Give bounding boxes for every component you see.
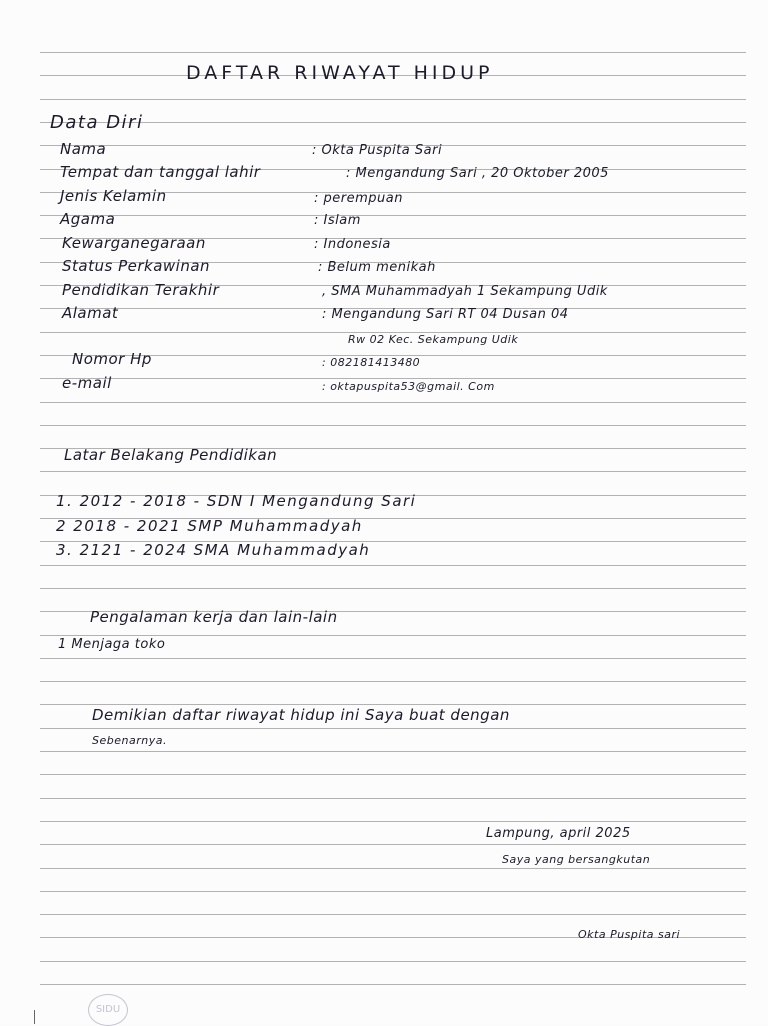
- ruled-line: [40, 122, 746, 123]
- ruled-line: [40, 215, 746, 216]
- field-label-religion: Agama: [60, 210, 116, 228]
- ruled-line: [40, 635, 746, 636]
- ruled-line: [40, 844, 746, 845]
- field-value-marital: : Belum menikah: [318, 260, 436, 275]
- education-item-2: 2 2018 - 2021 SMP Muhammadyah: [56, 517, 363, 535]
- ruled-line: [40, 914, 746, 915]
- field-label-education: Pendidikan Terakhir: [62, 281, 220, 299]
- ruled-line: [40, 588, 746, 589]
- page-edge-mark: [34, 1010, 35, 1024]
- ruled-line: [40, 52, 746, 53]
- field-label-birth: Tempat dan tanggal lahir: [60, 163, 261, 181]
- ruled-line: [40, 99, 746, 100]
- field-value-address-line2: Rw 02 Kec. Sekampung Udik: [348, 333, 519, 346]
- field-value-gender: : perempuan: [314, 191, 403, 206]
- document-title: DAFTAR RIWAYAT HIDUP: [186, 62, 494, 84]
- signature-name: Okta Puspita sari: [578, 928, 681, 941]
- ruled-line: [40, 821, 746, 822]
- closing-line-1: Demikian daftar riwayat hidup ini Saya buat dengan: [92, 706, 510, 724]
- ruled-line: [40, 378, 746, 379]
- ruled-line: [40, 728, 746, 729]
- personal-data-heading: Data Diri: [50, 112, 144, 133]
- field-label-marital: Status Perkawinan: [62, 257, 211, 275]
- field-value-birth: : Mengandung Sari , 20 Oktober 2005: [346, 166, 609, 181]
- field-label-name: Nama: [60, 140, 107, 158]
- sidu-stamp-logo: SIDU: [88, 994, 128, 1026]
- signature-caption: Saya yang bersangkutan: [502, 853, 651, 866]
- ruled-line: [40, 961, 746, 962]
- field-label-citizenship: Kewarganegaraan: [62, 234, 206, 252]
- experience-heading: Pengalaman kerja dan lain-lain: [90, 608, 338, 626]
- ruled-line: [40, 425, 746, 426]
- field-value-phone: : 082181413480: [322, 356, 421, 369]
- ruled-line: [40, 565, 746, 566]
- education-heading: Latar Belakang Pendidikan: [64, 446, 278, 464]
- field-value-education: , SMA Muhammadyah 1 Sekampung Udik: [322, 284, 608, 299]
- ruled-line: [40, 658, 746, 659]
- field-label-phone: Nomor Hp: [72, 350, 152, 368]
- ruled-line: [40, 471, 746, 472]
- field-value-email: : oktapuspita53@gmail. Com: [322, 380, 495, 393]
- ruled-line: [40, 891, 746, 892]
- ruled-line: [40, 704, 746, 705]
- education-item-3: 3. 2121 - 2024 SMA Muhammadyah: [56, 541, 371, 559]
- field-value-citizenship: : Indonesia: [314, 237, 391, 252]
- ruled-line: [40, 402, 746, 403]
- ruled-line: [40, 751, 746, 752]
- field-value-religion: : Islam: [314, 213, 361, 228]
- signature-place-date: Lampung, april 2025: [486, 826, 631, 841]
- ruled-line: [40, 798, 746, 799]
- field-value-address: : Mengandung Sari RT 04 Dusan 04: [322, 307, 569, 322]
- field-label-email: e-mail: [62, 374, 112, 392]
- field-label-address: Alamat: [62, 304, 119, 322]
- education-item-1: 1. 2012 - 2018 - SDN I Mengandung Sari: [56, 492, 417, 510]
- experience-item-1: 1 Menjaga toko: [58, 637, 166, 652]
- ruled-line: [40, 868, 746, 869]
- ruled-line: [40, 681, 746, 682]
- ruled-line: [40, 774, 746, 775]
- ruled-line: [40, 984, 746, 985]
- closing-line-2: Sebenarnya.: [92, 734, 167, 747]
- field-value-name: : Okta Puspita Sari: [312, 143, 443, 158]
- field-label-gender: Jenis Kelamin: [60, 187, 167, 205]
